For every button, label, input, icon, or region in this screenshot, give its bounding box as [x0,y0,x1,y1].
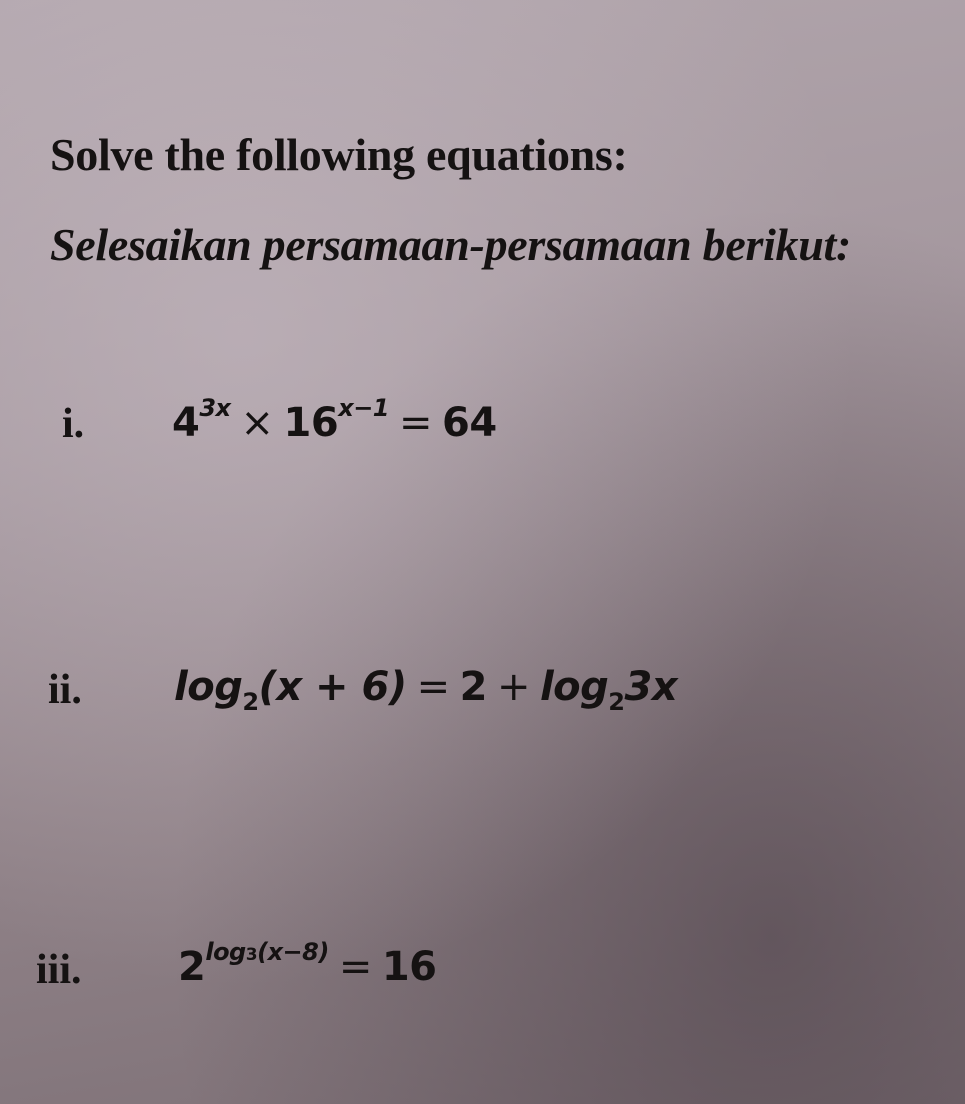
q2-log-1: log [174,664,243,710]
q2-equals-sign: = [416,664,450,710]
question-2-equation [174,664,678,716]
q3-exp-argument: (x−8) [257,938,329,966]
q1-rhs: 64 [442,400,497,446]
q2-log-2-base: 2 [608,688,625,716]
question-3-number: iii. [36,947,82,993]
q3-exp-log: log [205,938,246,966]
q3-exponent [205,938,328,966]
q1-exponent-1: 3x [199,394,231,422]
q2-log-2: log [539,664,609,710]
q2-argument-2: 3x [624,664,678,710]
question-2-number: ii. [48,667,82,713]
q1-equals-sign: = [399,400,433,446]
q3-rhs: 16 [381,944,437,990]
q2-argument-1: (x + 6) [258,664,407,710]
q1-exponent-2: x−1 [338,394,390,422]
q3-equals-sign: = [338,944,372,990]
question-1-equation [172,394,497,446]
q1-base-2: 16 [283,400,339,446]
q1-base-1: 4 [172,400,200,446]
q3-exp-log-base: 3 [245,945,258,965]
q3-base: 2 [178,944,206,990]
instruction-malay: Selesaikan persamaan-persamaan berikut: [50,219,852,270]
question-1-number: i. [62,401,85,447]
q2-constant: 2 [459,664,487,710]
q2-log-1-base: 2 [242,688,259,716]
q2-plus-sign: + [496,664,530,710]
question-3-equation [178,938,437,990]
instruction-english: Solve the following equations: [50,129,628,180]
q1-times-sign: × [240,400,274,446]
